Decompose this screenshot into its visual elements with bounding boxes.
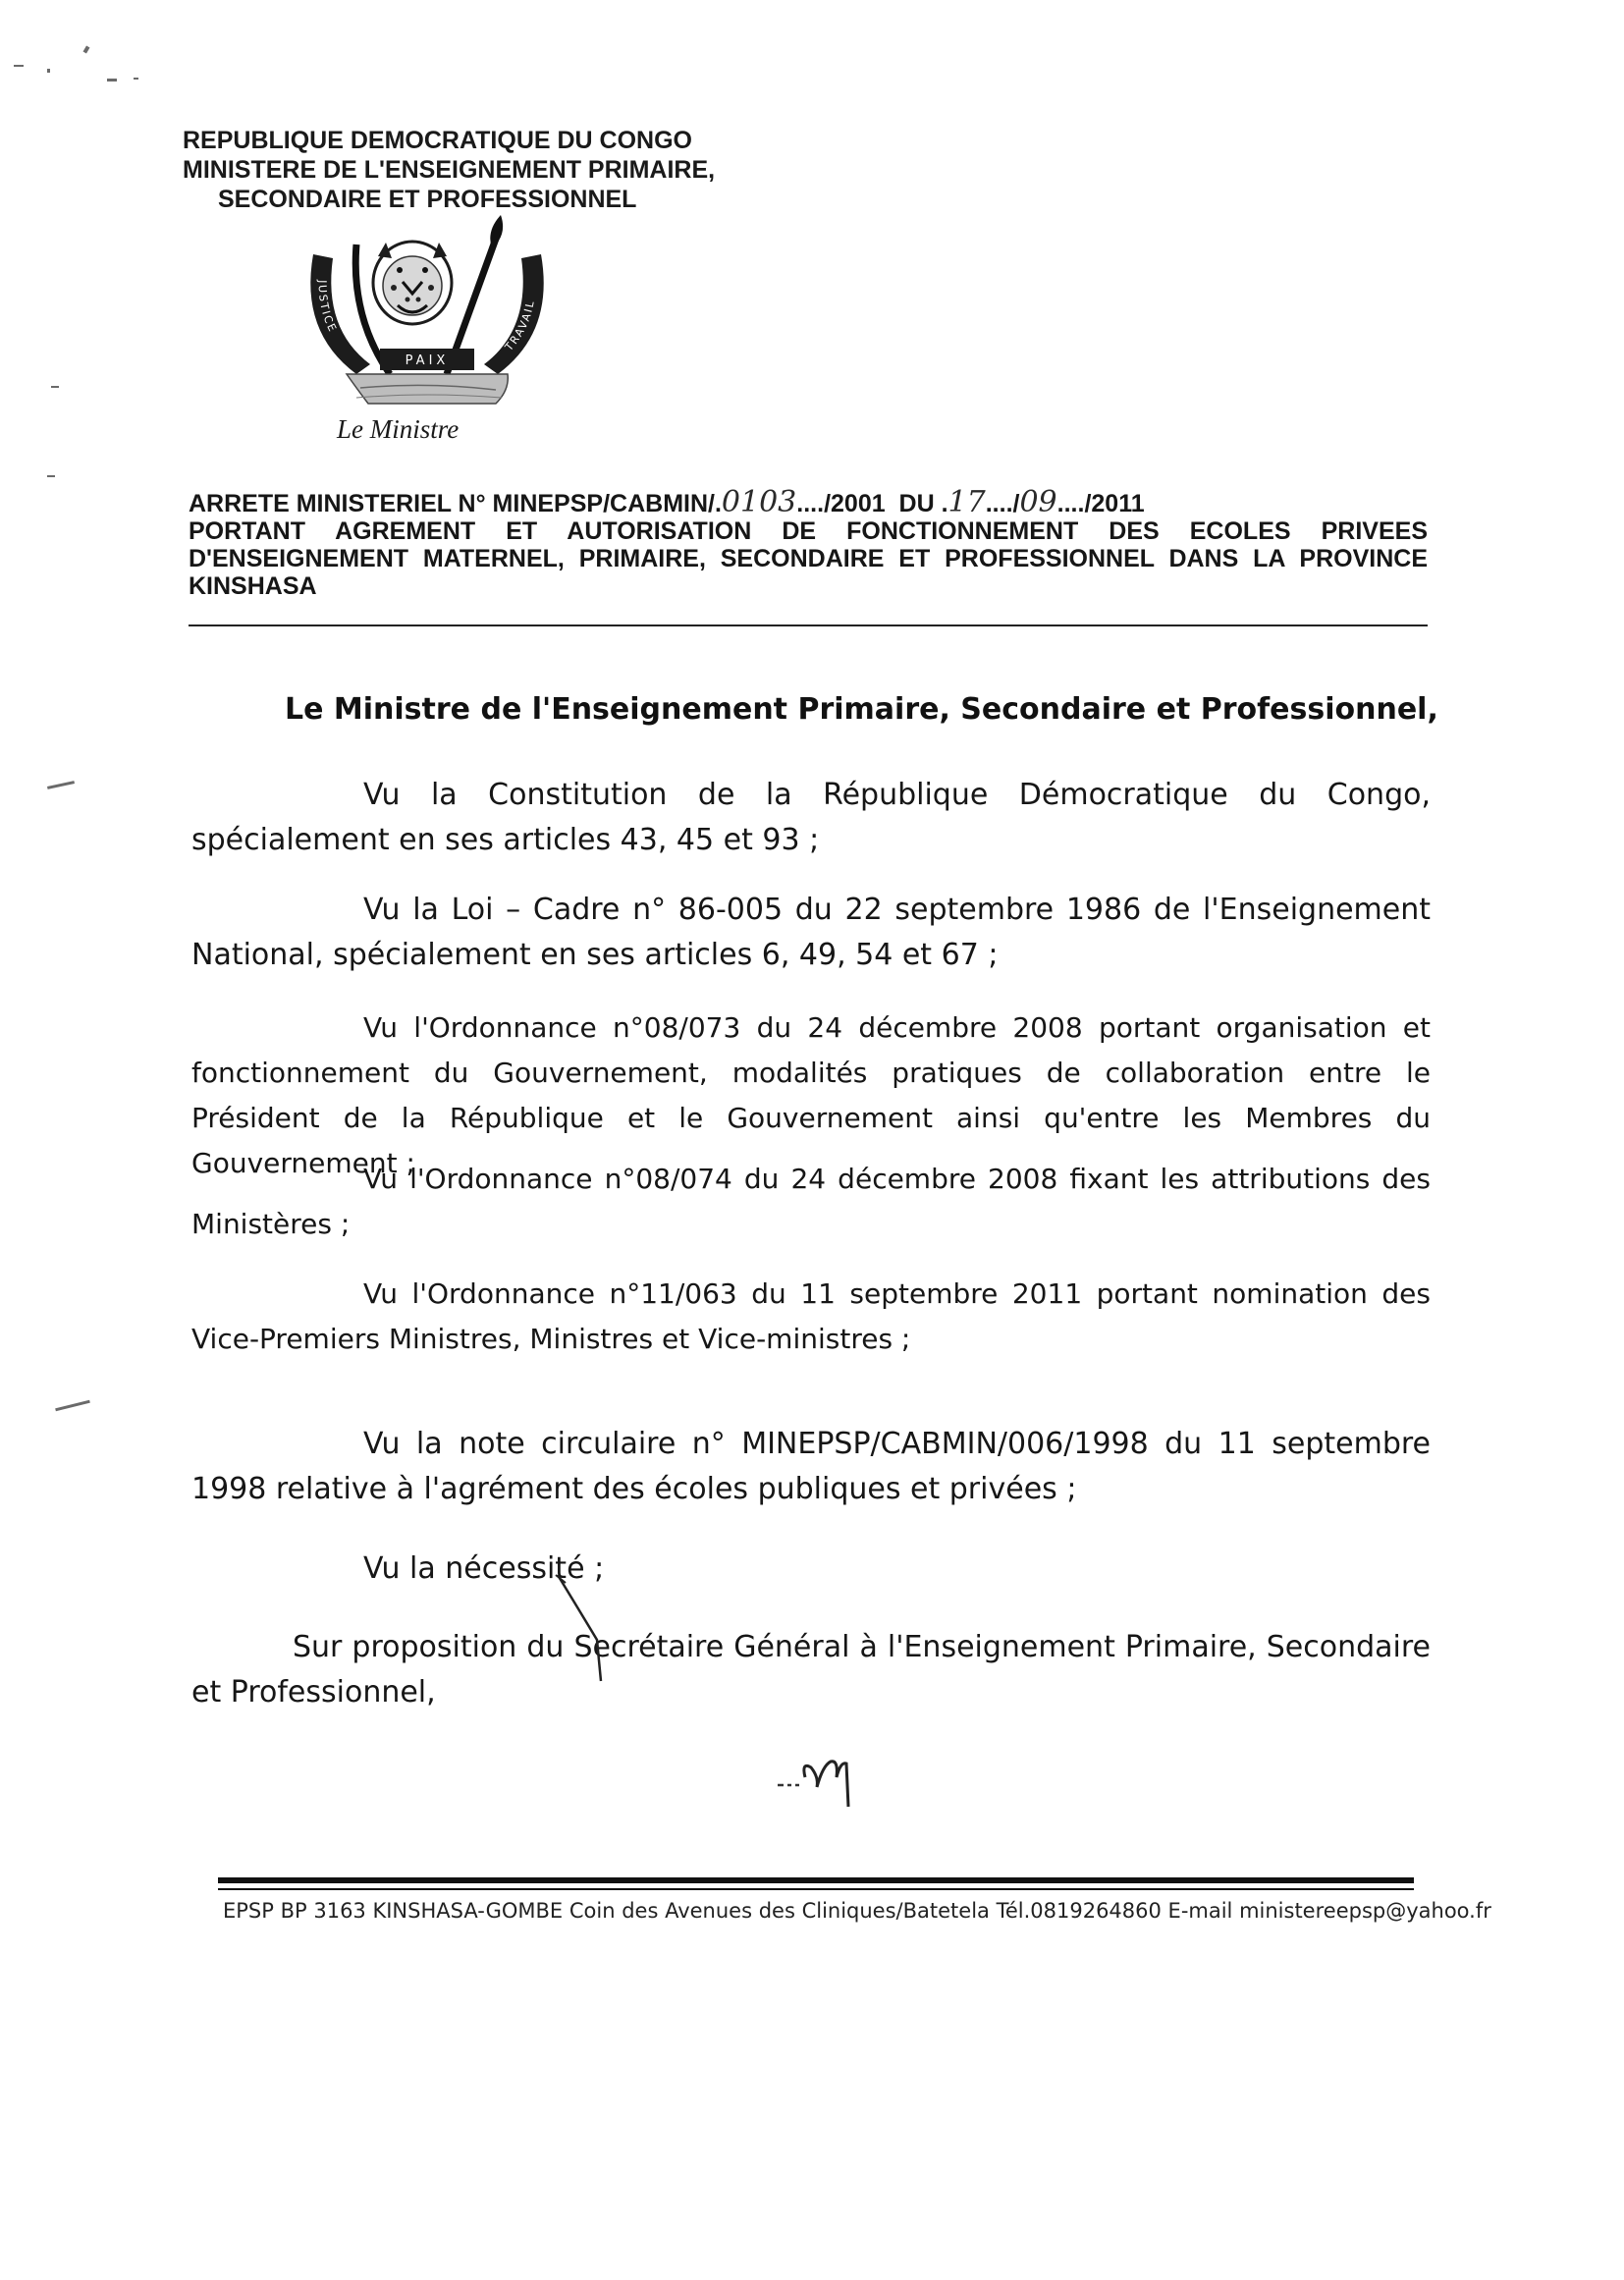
footer-address: EPSP BP 3163 KINSHASA-GOMBE Coin des Avenues des Cliniques/Batetela Tél.0819264860 E-mail ministereepsp@yahoo.fr	[223, 1899, 1491, 1923]
arrete-heading	[189, 485, 1428, 600]
paragraph-note-circulaire: Vu la note circulaire n° MINEPSP/CABMIN/006/1998 du 11 septembre 1998 relative à l'agrément des écoles publiques et privées ;	[191, 1427, 1431, 1506]
motto-left: JUSTICE	[315, 280, 340, 336]
scan-speck	[134, 78, 138, 80]
letterhead-country: REPUBLIQUE DEMOCRATIQUE DU CONGO	[183, 127, 692, 154]
arrete-reference	[189, 485, 1428, 519]
paragraph-loi-cadre: Vu la Loi – Cadre n° 86-005 du 22 septembre 1986 de l'Enseignement National, spécialement en ses articles 6, 49, 54 et 67 ;	[191, 893, 1431, 972]
paragraph-ordonnance-11-063: Vu l'Ordonnance n°11/063 du 11 septembre 2011 portant nomination des Vice-Premiers Ministres, Ministres et Vice-ministres ;	[191, 1277, 1431, 1355]
paragraph-necessite: Vu la nécessité ;	[363, 1551, 605, 1586]
letterhead-ministry: MINISTERE DE L'ENSEIGNEMENT PRIMAIRE,	[183, 156, 716, 184]
emblem-caption: Le Ministre	[337, 414, 460, 444]
arrete-number-handwritten: 0103	[721, 485, 797, 519]
scan-speck	[14, 65, 24, 67]
arrete-date-sep: ..../	[985, 490, 1020, 517]
paragraph-proposition: Sur proposition du Secrétaire Général à l'Enseignement Primaire, Secondaire et Professionnel,	[191, 1630, 1431, 1710]
scan-speck	[47, 781, 75, 789]
scan-speck	[107, 79, 117, 81]
footer-rule-thin	[218, 1888, 1414, 1890]
scan-speck	[47, 69, 50, 73]
motto-right: TRAVAIL	[502, 298, 537, 353]
ministre-title: Le Ministre de l'Enseignement Primaire, Secondaire et Professionnel,	[285, 692, 1438, 727]
motto-center: PAIX	[405, 353, 450, 368]
heading-underline	[189, 624, 1428, 626]
arrete-subject: PORTANT AGREMENT ET AUTORISATION DE FONCTIONNEMENT DES ECOLES PRIVEES D'ENSEIGNEMENT MATERNEL, PRIMAIRE, SECONDAIRE ET PROFESSIONNEL DANS LA PROVINCE KINSHASA	[189, 517, 1428, 600]
scan-speck	[47, 475, 55, 477]
arrete-ref-prefix: ARRETE MINISTERIEL N° MINEPSP/CABMIN/.	[189, 490, 722, 517]
paragraph-ordonnance-08-073: Vu l'Ordonnance n°08/073 du 24 décembre 2008 portant organisation et fonctionnement du Gouvernement, modalités pratiques de collaboration entre le Président de la République et le Gouvernement ainsi qu'entre les Membres du Gouvernement ;	[191, 1011, 1431, 1179]
footer-rule-thick	[218, 1877, 1414, 1883]
letterhead	[183, 126, 715, 214]
scan-speck	[83, 45, 90, 53]
arrete-date-year: ..../2011	[1056, 490, 1145, 517]
arrete-du-label: DU .	[898, 490, 948, 517]
arrete-day-handwritten: 17	[947, 485, 986, 519]
scan-speck	[51, 386, 59, 388]
initials-signature	[776, 1748, 884, 1817]
letterhead-ministry-cont: SECONDAIRE ET PROFESSIONNEL	[218, 186, 637, 213]
paragraph-constitution: Vu la Constitution de la République Démocratique du Congo, spécialement en ses articles 43, 45 et 93 ;	[191, 778, 1431, 857]
coat-of-arms-emblem	[299, 209, 555, 410]
paragraph-ordonnance-08-074: Vu l'Ordonnance n°08/074 du 24 décembre 2008 fixant les attributions des Ministères ;	[191, 1163, 1431, 1240]
arrete-ref-year: ..../2001	[796, 490, 886, 517]
handwritten-stroke-mark	[550, 1571, 628, 1689]
scan-speck	[55, 1400, 90, 1412]
arrete-month-handwritten: 09	[1019, 485, 1057, 519]
